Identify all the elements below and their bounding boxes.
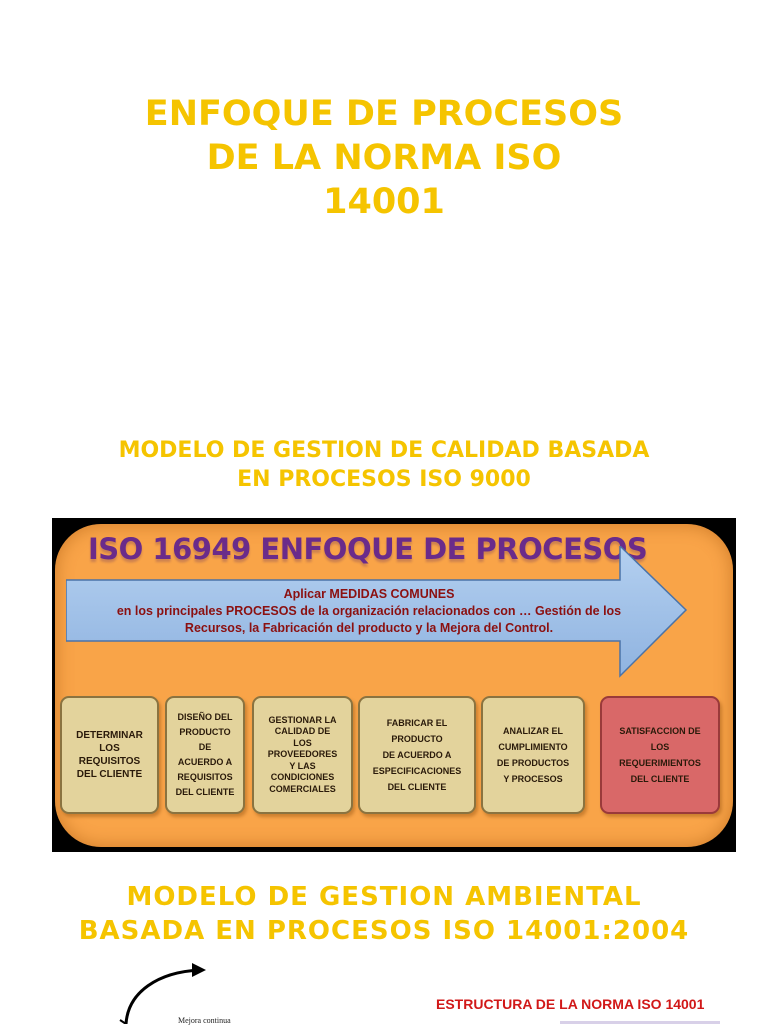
section-title-environmental-model [0, 880, 768, 948]
process-box-gestionar [252, 696, 353, 814]
process-box-fabricar [358, 696, 476, 814]
process-box-satisfaccion [600, 696, 720, 814]
diagram-title: ISO 16949 ENFOQUE DE PROCESOS [88, 532, 648, 566]
arrow-description [74, 586, 664, 637]
continuous-improvement-cycle-icon [118, 962, 298, 1024]
process-box-label: DISEÑO DEL PRODUCTO DE ACUERDO A REQUISITOS DEL CLIENTE [175, 712, 235, 797]
arrow-text-line-1: Aplicar MEDIDAS COMUNES [283, 587, 455, 601]
process-box-label: GESTIONAR LA CALIDAD DE LOS PROVEEDORES Y LAS CONDICIONES COMERCIALES [267, 714, 338, 794]
process-box-label: SATISFACCION DE LOS REQUERIMIENTOS DEL CLIENTE [619, 726, 701, 784]
process-box-determinar [60, 696, 159, 814]
main-title-line-3: 14001 [323, 182, 445, 222]
cycle-label: Mejora continua [178, 1016, 231, 1025]
section-title-env-line-1: MODELO DE GESTION AMBIENTAL [126, 882, 642, 912]
arrow-text-line-2: en los principales PROCESOS de la organización relacionados con … Gestión de los [116, 604, 622, 618]
main-title-line-2: DE LA NORMA ISO [206, 138, 562, 178]
process-box-label: DETERMINAR LOS REQUISITOS DEL CLIENTE [76, 730, 143, 780]
iso-16949-process-diagram [52, 518, 736, 852]
process-box-diseno [165, 696, 245, 814]
process-box-label: FABRICAR EL PRODUCTO DE ACUERDO A ESPECIFICACIONES DEL CLIENTE [372, 718, 462, 792]
section-title-quality-line-1: MODELO DE GESTION DE CALIDAD BASADA [118, 438, 650, 463]
main-title-line-1: ENFOQUE DE PROCESOS [144, 94, 624, 134]
process-box-analizar [481, 696, 585, 814]
main-title [0, 92, 768, 224]
section-title-env-line-2: BASADA EN PROCESOS ISO 14001:2004 [78, 916, 690, 946]
process-box-label: ANALIZAR EL CUMPLIMIENTO DE PRODUCTOS Y PROCESOS [496, 726, 570, 784]
arrow-text-line-3: Recursos, la Fabricación del producto y la Mejora del Control. [184, 621, 554, 635]
section-title-quality-model [0, 436, 768, 494]
structure-heading: ESTRUCTURA DE LA NORMA ISO 14001 [436, 996, 705, 1012]
section-title-quality-line-2: EN PROCESOS ISO 9000 [237, 467, 531, 492]
